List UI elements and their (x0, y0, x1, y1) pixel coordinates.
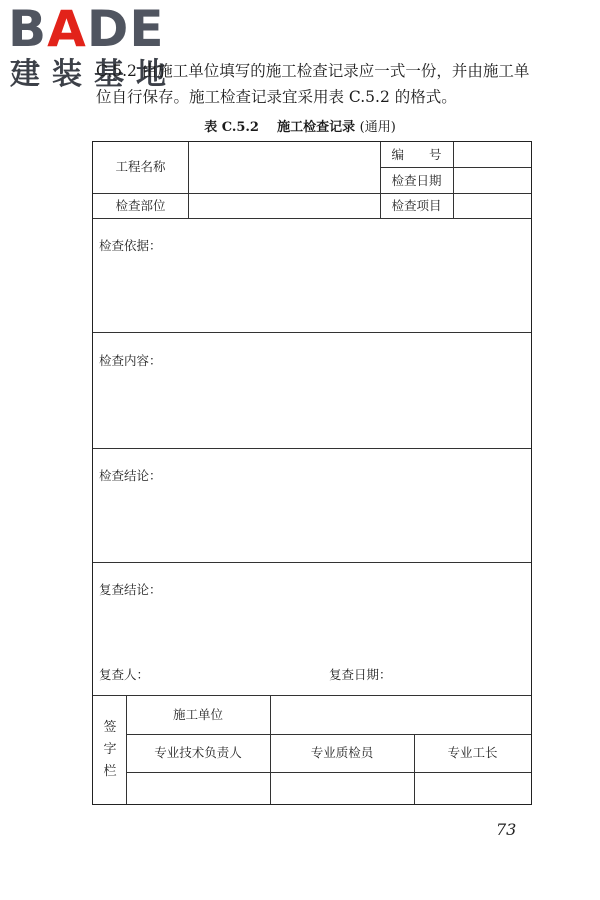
bade-logo (8, 0, 165, 58)
signature-column-label: 签 字 栏 (103, 720, 117, 779)
foreman-label: 专业工长 (447, 745, 498, 760)
table-title: 施工检查记录 (277, 120, 356, 135)
table-note: (通用) (359, 120, 396, 135)
table-number: 表 C.5.2 (204, 120, 259, 135)
construction-unit-label: 施工单位 (172, 707, 223, 722)
serial-number-label: 编 号 (391, 147, 442, 162)
inspection-record-form (92, 141, 532, 805)
check-item-label: 检查项目 (391, 198, 442, 213)
recheck-date-label: 复查日期： (329, 667, 392, 682)
table-caption (0, 116, 600, 135)
check-date-label: 检查日期 (391, 173, 442, 188)
check-basis-label: 检查依据： (99, 238, 162, 253)
quality-inspector-label: 专业质检员 (310, 745, 374, 760)
check-content-label: 检查内容： (99, 353, 162, 368)
bade-logo-chinese: 建装基地 (10, 57, 178, 92)
tech-lead-label: 专业技术负责人 (154, 745, 242, 760)
page-number: 73 (496, 820, 517, 839)
bade-logo-text: BADE (8, 0, 165, 58)
recheck-conclusion-label: 复查结论： (99, 582, 162, 597)
intro-line-2: 位自行保存。施工检查记录宜采用表 C.5.2 的格式。 (96, 88, 457, 106)
rechecker-label: 复查人： (99, 667, 150, 682)
check-location-label: 检查部位 (115, 198, 166, 213)
intro-line-1: C.5.2 由施工单位填写的施工检查记录应一式一份，并由施工单 (96, 62, 530, 80)
project-name-label: 工程名称 (115, 159, 166, 174)
check-conclusion-label: 检查结论： (99, 468, 162, 483)
